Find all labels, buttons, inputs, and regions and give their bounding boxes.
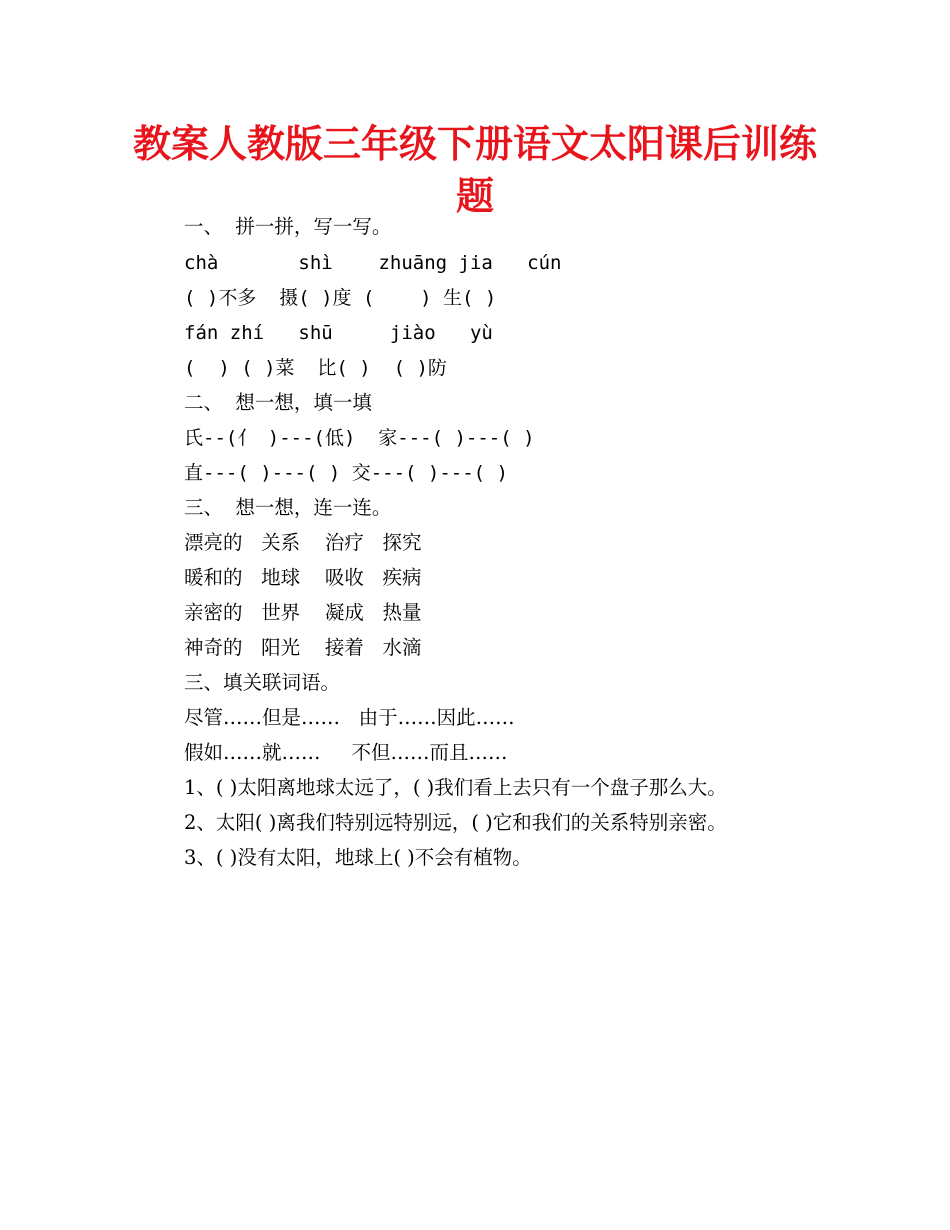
page-title-line-1: 教案人教版三年级下册语文太阳课后训练 [132,122,817,166]
blank-row-1: ( )不多 摄( )度 ( ) 生( ) [184,287,497,309]
radical-row-1: 氏--(亻 )---(低) 家---( )---( ) [184,427,535,449]
match-row-1: 漂亮的 关系 治疗 探究 [184,531,422,554]
question-3: 3、( )没有太阳，地球上( )不会有植物。 [184,846,532,869]
pinyin-row-1: chà shì zhuāng jia cún [184,252,562,274]
match-row-2: 暖和的 地球 吸收 疾病 [184,566,422,589]
conjunction-options-1: 尽管……但是…… 由于……因此…… [184,706,515,729]
match-row-4: 神奇的 阳光 接着 水滴 [184,636,422,659]
blank-row-2: ( ) ( )菜 比( ) ( )防 [184,357,447,379]
question-1: 1、( )太阳离地球太远了，( )我们看上去只有一个盘子那么大。 [184,776,727,799]
question-2: 2、太阳( )离我们特别远特别远，( )它和我们的关系特别亲密。 [184,811,727,834]
match-row-3: 亲密的 世界 凝成 热量 [184,601,422,624]
page-title-line-2: 题 [455,174,494,218]
conjunction-options-2: 假如……就…… 不但……而且…… [184,741,508,764]
radical-row-2: 直---( )---( ) 交---( )---( ) [184,462,508,484]
section-4-heading: 三、填关联词语。 [184,671,341,694]
page-title [100,118,850,222]
section-3-heading: 三、 想一想，连一连。 [184,496,392,519]
section-1-heading: 一、 拼一拼，写一写。 [184,215,392,238]
section-2-heading: 二、 想一想，填一填 [184,391,372,414]
pinyin-row-2: fán zhí shū jiào yù [184,322,493,344]
